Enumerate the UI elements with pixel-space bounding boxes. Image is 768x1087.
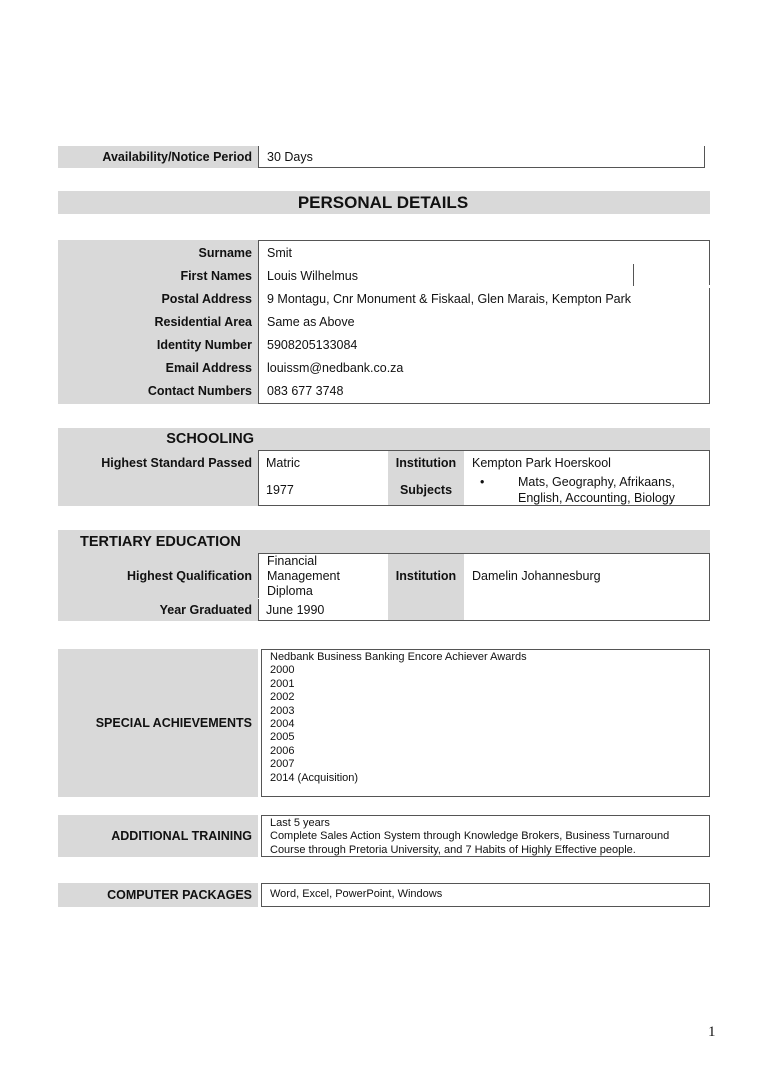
achievement-line: Nedbank Business Banking Encore Achiever Awards xyxy=(270,651,527,663)
subjects-line-2: English, Accounting, Biology xyxy=(518,491,676,505)
achievement-line: 2007 xyxy=(270,758,295,771)
achievement-line: 2006 xyxy=(270,744,295,757)
training-line: Complete Sales Action System through Knowledge Brokers, Business Turnaround xyxy=(270,830,670,843)
achievements-label: SPECIAL ACHIEVEMENTS xyxy=(95,716,252,730)
contact-numbers-label: Contact Numbers xyxy=(147,383,252,398)
postal-address-value: 9 Montagu, Cnr Monument & Fiskaal, Glen Marais, Kempton Park xyxy=(267,291,632,306)
qualification-value xyxy=(258,554,388,598)
surname-label: Surname xyxy=(198,245,252,260)
training-line: Course through Pretoria University, and 7 Habits of Highly Effective people. xyxy=(270,843,636,856)
first-names-label: First Names xyxy=(180,268,252,283)
achievement-line: 2005 xyxy=(270,731,295,744)
first-names-value: Louis Wilhelmus xyxy=(267,268,359,283)
achievement-line: 2001 xyxy=(270,677,295,690)
highest-standard-label: Highest Standard Passed xyxy=(101,455,252,470)
year-graduated-label: Year Graduated xyxy=(159,603,252,617)
qualification-line: Diploma xyxy=(267,584,313,598)
personal-details-table xyxy=(58,240,710,404)
qualification-line: Management xyxy=(267,569,340,583)
training-box xyxy=(261,815,710,857)
achievements-box xyxy=(261,649,710,797)
page-number: 1 xyxy=(708,1024,716,1040)
email-address-value: louissm@nedbank.co.za xyxy=(267,360,404,375)
tertiary-institution-label: Institution xyxy=(395,569,457,583)
schooling-institution-value: Kempton Park Hoerskool xyxy=(472,455,611,470)
identity-number-label: Identity Number xyxy=(156,337,252,352)
school-year-value: 1977 xyxy=(266,483,294,497)
year-graduated-value: June 1990 xyxy=(266,602,325,617)
cell-divider xyxy=(633,264,634,286)
bullet-icon: • xyxy=(480,475,485,489)
tertiary-institution-value: Damelin Johannesburg xyxy=(472,569,601,583)
postal-address-label: Postal Address xyxy=(161,291,252,306)
qualification-line: Financial xyxy=(267,554,318,568)
achievement-line: 2014 (Acquisition) xyxy=(270,771,359,784)
surname-value: Smit xyxy=(267,245,292,260)
training-line: Last 5 years xyxy=(270,817,330,829)
computer-label: COMPUTER PACKAGES xyxy=(107,888,252,902)
subjects-line-1: Mats, Geography, Afrikaans, xyxy=(518,475,675,489)
residential-area-value: Same as Above xyxy=(267,314,355,329)
achievement-line: 2002 xyxy=(270,691,295,704)
highest-qualification-label: Highest Qualification xyxy=(126,569,252,583)
contact-numbers-value: 083 677 3748 xyxy=(267,383,344,398)
subjects-label: Subjects xyxy=(399,483,453,497)
achievement-line: 2004 xyxy=(270,718,295,731)
personal-heading: PERSONAL DETAILS xyxy=(297,192,469,212)
availability-value: 30 Days xyxy=(258,146,705,168)
identity-number-value: 5908205133084 xyxy=(267,337,358,352)
computer-value: Word, Excel, PowerPoint, Windows xyxy=(261,883,710,907)
availability-label: Availability/Notice Period xyxy=(58,146,258,168)
tertiary-heading: TERTIARY EDUCATION xyxy=(80,533,241,550)
schooling-institution-label: Institution xyxy=(395,455,457,470)
training-label: ADDITIONAL TRAINING xyxy=(111,829,252,843)
highest-standard-value: Matric xyxy=(266,455,301,470)
residential-area-label: Residential Area xyxy=(154,314,252,329)
achievement-line: 2003 xyxy=(270,704,295,717)
schooling-heading: SCHOOLING xyxy=(166,431,254,447)
achievement-line: 2000 xyxy=(270,664,295,677)
email-address-label: Email Address xyxy=(165,360,252,375)
